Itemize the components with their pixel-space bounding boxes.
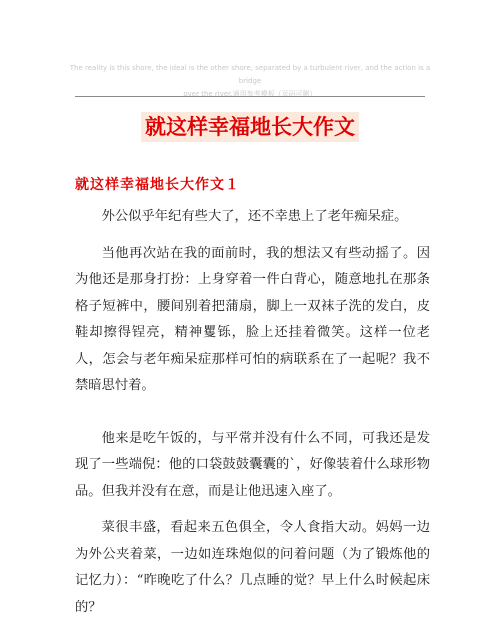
document-body <box>75 204 430 631</box>
body-paragraph: 他来是吃午饭的，与平常并没有什么不同，可我还是发现了一些端倪：他的口袋鼓鼓囊囊的`，好像装着什么球形物品。但我并没有在意，而是让他迅速入座了。 <box>75 430 430 499</box>
document-title-wrapper <box>0 112 500 142</box>
body-paragraph: 菜很丰盛，看起来五色俱全，令人食指大动。妈妈一边为外公夹着菜，一边如连珠炮似的问着问题（为了锻炼他的记忆力）：“昨晚吃了什么？几点睡的觉？早上什么时候起床的？ <box>75 520 430 615</box>
header-divider <box>75 96 425 97</box>
body-paragraph: 外公似乎年纪有些大了，还不幸患上了老年痴呆症。 <box>101 209 408 224</box>
header-note-line-1: The reality is this shore, the ideal is the other shore, separated by a turbulent river, and the action is a bridge <box>69 64 431 85</box>
document-title: 就这样幸福地长大作文 <box>141 112 359 142</box>
body-paragraph: 当他再次站在我的面前时，我的想法又有些动摇了。因为他还是那身打扮：上身穿着一件白背心，随意地扎在那条格子短裤中，腰间别着把蒲扇，脚上一双袜子洗的发白，皮鞋却擦得锃亮，精神矍铄，脸上还挂着微笑。这样一位老人，怎会与老年痴呆症那样可怕的病联系在了一起呢？我不禁暗思忖着。 <box>75 245 430 393</box>
header-note-line-2: over the river.通用参考模板（页码可删） <box>183 90 317 98</box>
section-heading: 就这样幸福地长大作文１ <box>75 177 240 193</box>
